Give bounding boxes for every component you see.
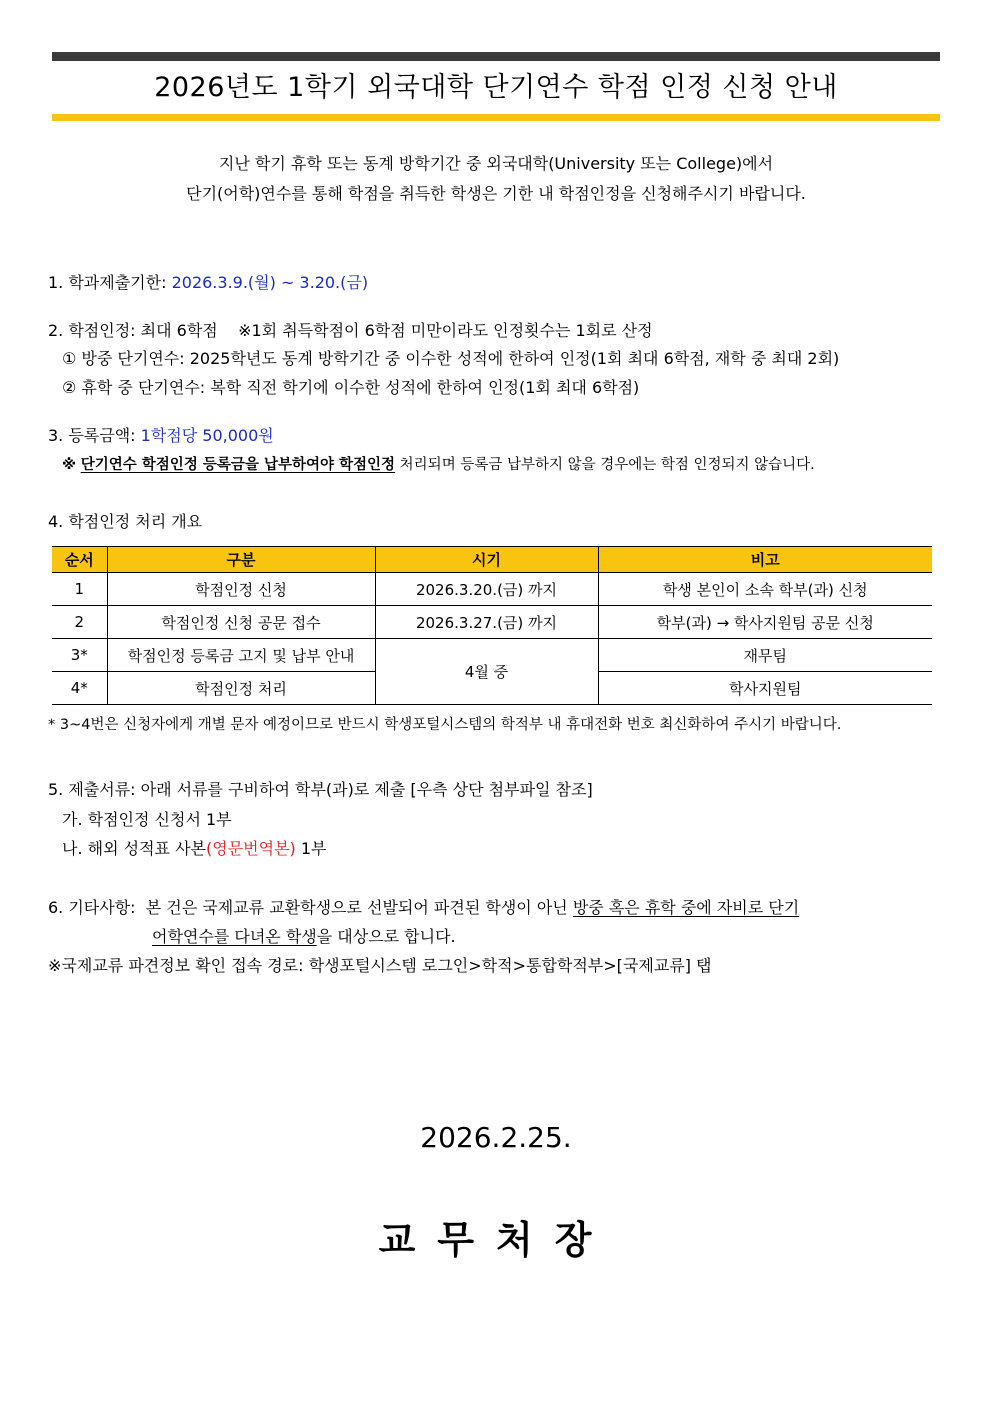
cell-period: 2026.3.20.(금) 까지	[375, 573, 598, 606]
section-6-note: ※국제교류 파견정보 확인 접속 경로: 학생포털시스템 로그인>학적>통합학적부>[국제교류] 탭	[48, 956, 712, 975]
cell-order: 1	[52, 573, 107, 606]
section-3-note-rest: 처리되며 등록금 납부하지 않을 경우에는 학점 인정되지 않습니다.	[399, 457, 815, 473]
cell-period-merged: 4월 중	[375, 639, 598, 705]
cell-category: 학점인정 신청 공문 접수	[107, 606, 375, 639]
table-header-row	[52, 547, 932, 573]
cell-remarks: 학부(과) → 학사지원팀 공문 신청	[598, 606, 932, 639]
cell-category: 학점인정 등록금 고지 및 납부 안내	[107, 639, 375, 672]
intro-line-2: 단기(어학)연수를 통해 학점을 취득한 학생은 기한 내 학점인정을 신청해주시기 바랍니다.	[186, 184, 806, 203]
cell-category: 학점인정 신청	[107, 573, 375, 606]
section-2-note: ※1회 취득학점이 6학점 미만이라도 인정횟수는 1회로 산정	[238, 321, 653, 340]
table-row	[52, 606, 932, 639]
cell-order: 3*	[52, 639, 107, 672]
section-2-label: 2. 학점인정: 최대 6학점	[48, 321, 218, 340]
section-2	[48, 320, 653, 342]
page-title: 2026년도 1학기 외국대학 단기연수 학점 인정 신청 안내	[154, 72, 838, 103]
cell-period: 2026.3.27.(금) 까지	[375, 606, 598, 639]
section-6-line-2-post: 을 대상으로 합니다.	[316, 927, 456, 946]
section-5-label: 5. 제출서류: 아래 서류를 구비하여 학부(과)로 제출 [우측 상단 첨부파일 참조]	[48, 780, 593, 799]
section-6-label: 6. 기타사항:	[48, 898, 136, 917]
section-5-item-2-pre: 나. 해외 성적표 사본	[62, 839, 206, 858]
section-2-item-1: ① 방중 단기연수: 2025학년도 동계 방학기간 중 이수한 성적에 한하여 인정(1회 최대 6학점, 재학 중 최대 2회)	[62, 349, 840, 368]
cell-order: 2	[52, 606, 107, 639]
header-period: 시기	[375, 547, 598, 573]
section-3-label: 3. 등록금액:	[48, 426, 136, 445]
section-3-note	[62, 455, 815, 475]
process-table	[52, 546, 932, 705]
table-row	[52, 573, 932, 606]
section-5-item-2-post: 1부	[295, 839, 327, 858]
section-6-line-2	[152, 926, 456, 948]
submission-deadline: 2026.3.9.(월) ~ 3.20.(금)	[171, 273, 369, 292]
english-translation-note: (영문번역본)	[206, 839, 296, 858]
title-top-bar	[52, 52, 940, 61]
intro-line-1: 지난 학기 휴학 또는 동계 방학기간 중 외국대학(University 또는 College)에서	[218, 154, 774, 173]
cell-category: 학점인정 처리	[107, 672, 375, 705]
section-5-item-1: 가. 학점인정 신청서 1부	[62, 810, 232, 829]
header-order: 순서	[52, 547, 107, 573]
section-1	[48, 272, 368, 294]
header-category: 구분	[107, 547, 375, 573]
cell-remarks: 학사지원팀	[598, 672, 932, 705]
section-2-item-2: ② 휴학 중 단기연수: 복학 직전 학기에 이수한 성적에 한하여 인정(1회 최대 6학점)	[62, 378, 640, 397]
section-6-line-2-underlined: 어학연수를 다녀온 학생	[152, 927, 317, 946]
section-3-note-bold: 단기연수 학점인정 등록금을 납부하여야 학점인정	[80, 457, 396, 473]
cell-remarks: 학생 본인이 소속 학부(과) 신청	[598, 573, 932, 606]
section-3	[48, 425, 274, 447]
document-date: 2026.2.25.	[420, 1121, 572, 1154]
table-footnote: * 3~4번은 신청자에게 개별 문자 예정이므로 반드시 학생포털시스템의 학적부 내 휴대전화 번호 최신화하여 주시기 바랍니다.	[48, 717, 842, 733]
header-remarks: 비고	[598, 547, 932, 573]
cell-order: 4*	[52, 672, 107, 705]
cell-remarks: 재무팀	[598, 639, 932, 672]
section-4-label: 4. 학점인정 처리 개요	[48, 512, 203, 531]
title-bottom-bar	[52, 114, 940, 121]
section-1-label: 1. 학과제출기한:	[48, 273, 167, 292]
table-row	[52, 639, 932, 672]
section-6-line-1-pre: 본 건은 국제교류 교환학생으로 선발되어 파견된 학생이 아닌	[145, 898, 573, 917]
section-5-item-2	[62, 838, 327, 860]
section-6-line-1	[48, 897, 799, 919]
fee-per-credit: 1학점당 50,000원	[140, 426, 274, 445]
section-6-line-1-underlined: 방중 혹은 휴학 중에 자비로 단기	[572, 898, 800, 917]
signature-office: 교무처장	[378, 1218, 614, 1262]
note-mark: ※	[62, 457, 77, 473]
